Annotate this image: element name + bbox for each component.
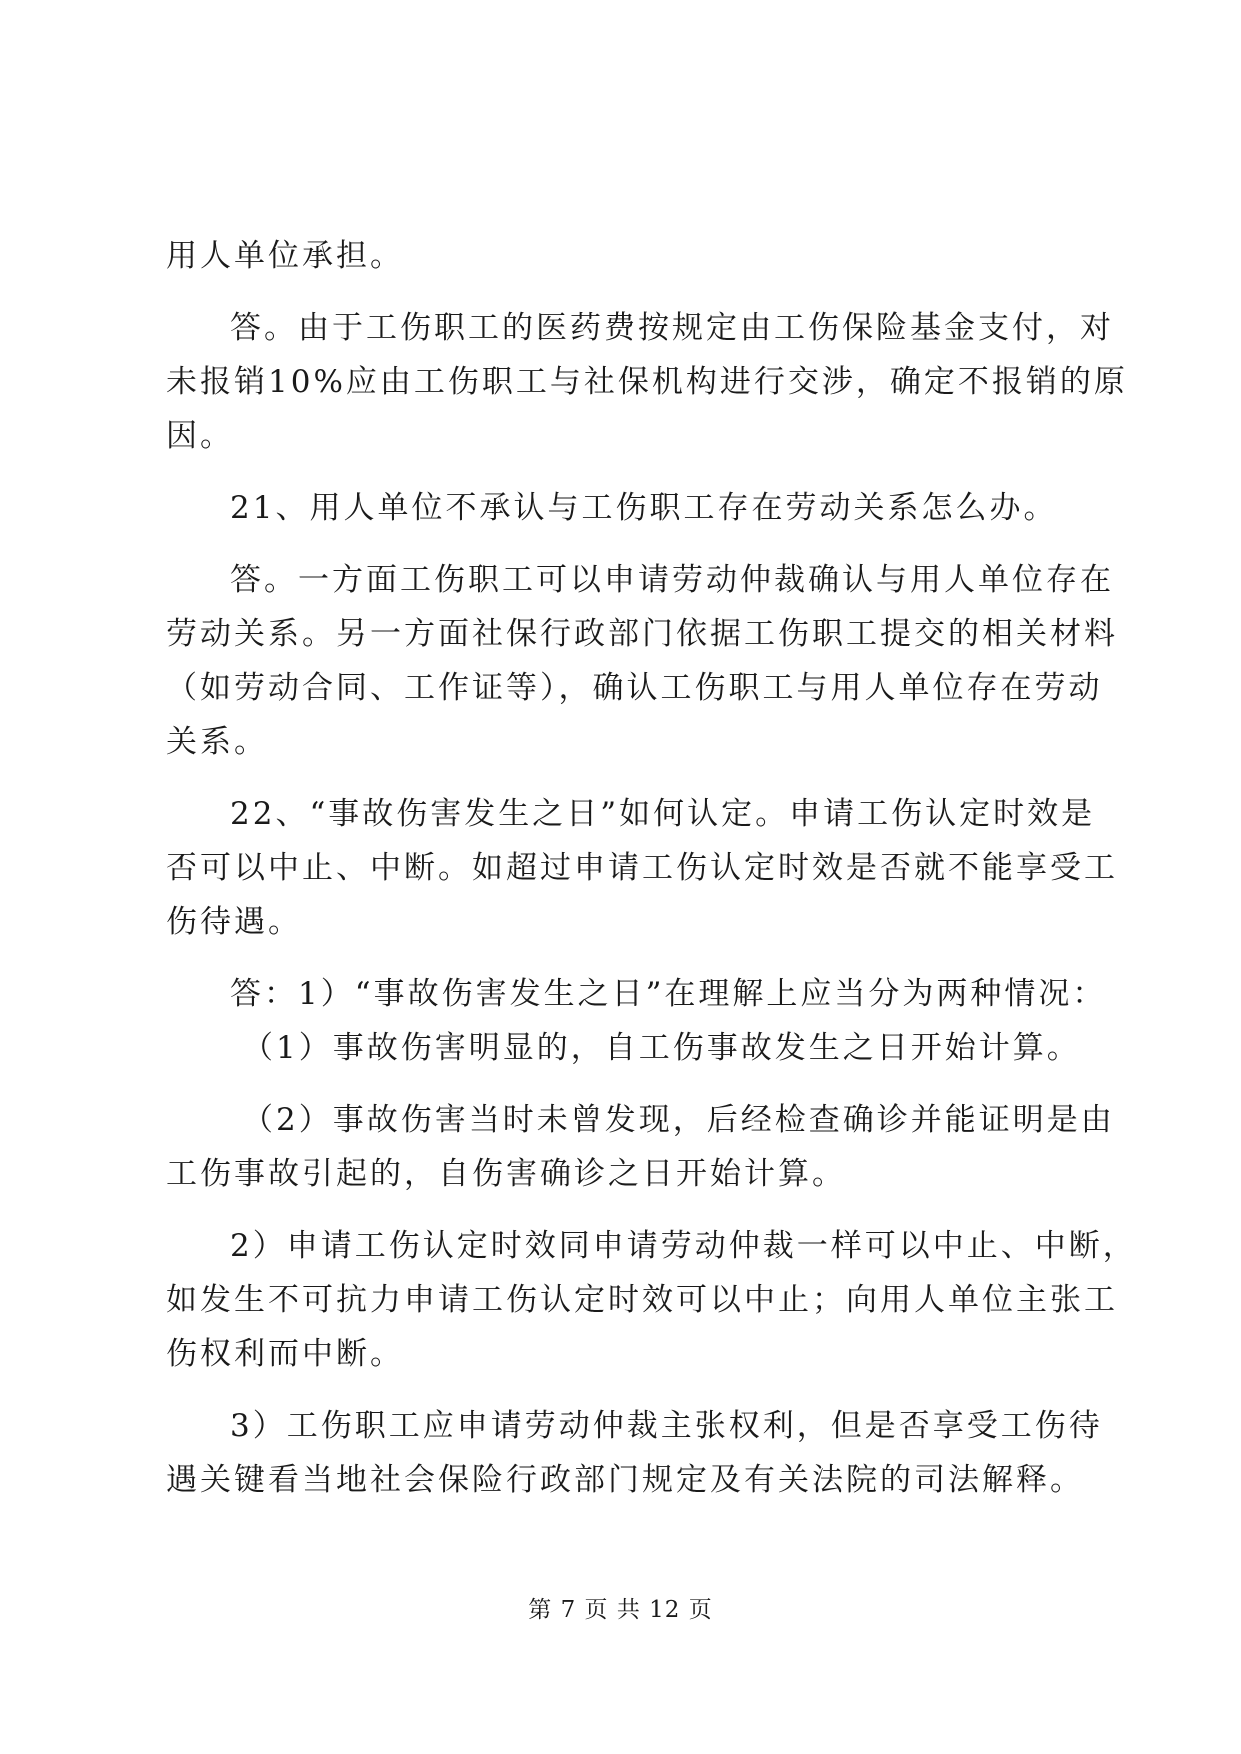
question-21-heading: 21、用人单位不承认与工伤职工存在劳动关系怎么办。 [230,490,1058,526]
body-text [166,229,1137,1507]
answer-paragraph-line: 答。由于工伤职工的医药费按规定由工伤保险基金支付，对 [230,310,1114,346]
text-line: 遇关键看当地社会保险行政部门规定及有关法院的司法解释。 [166,1462,1084,1498]
text-line: 否可以中止、中断。如超过申请工伤认定时效是否就不能享受工 [166,850,1118,886]
text-line: 如发生不可抗力申请工伤认定时效可以中止；向用人单位主张工 [166,1282,1118,1318]
text-line: 工伤事故引起的，自伤害确诊之日开始计算。 [166,1156,846,1192]
text-line: 关系。 [166,724,268,760]
question-22-heading: 22、“事故伤害发生之日”如何认定。申请工伤认定时效是 [230,796,1096,832]
text-line: 未报销10%应由工伤职工与社保机构进行交涉，确定不报销的原 [166,364,1128,400]
answer-paragraph-line: 答：1）“事故伤害发生之日”在理解上应当分为两种情况： [230,976,1107,1012]
text-line: 伤待遇。 [166,904,302,940]
list-item-line: （1）事故伤害明显的，自工伤事故发生之日开始计算。 [242,1030,1081,1066]
text-line: 伤权利而中断。 [166,1336,404,1372]
answer-paragraph-line: 答。一方面工伤职工可以申请劳动仲裁确认与用人单位存在 [230,562,1114,598]
page-number-footer: 第 7 页 共 12 页 [528,1597,713,1623]
text-line: 因。 [166,418,234,454]
list-item-line: （2）事故伤害当时未曾发现，后经检查确诊并能证明是由 [242,1102,1115,1138]
text-line: （如劳动合同、工作证等），确认工伤职工与用人单位存在劳动 [166,670,1103,706]
text-line: 用人单位承担。 [166,238,404,274]
text-line: 劳动关系。另一方面社保行政部门依据工伤职工提交的相关材料 [166,616,1118,652]
answer-paragraph-line: 2）申请工伤认定时效同申请劳动仲裁一样可以中止、中断， [230,1228,1137,1264]
answer-paragraph-line: 3）工伤职工应申请劳动仲裁主张权利，但是否享受工伤待 [230,1408,1103,1444]
